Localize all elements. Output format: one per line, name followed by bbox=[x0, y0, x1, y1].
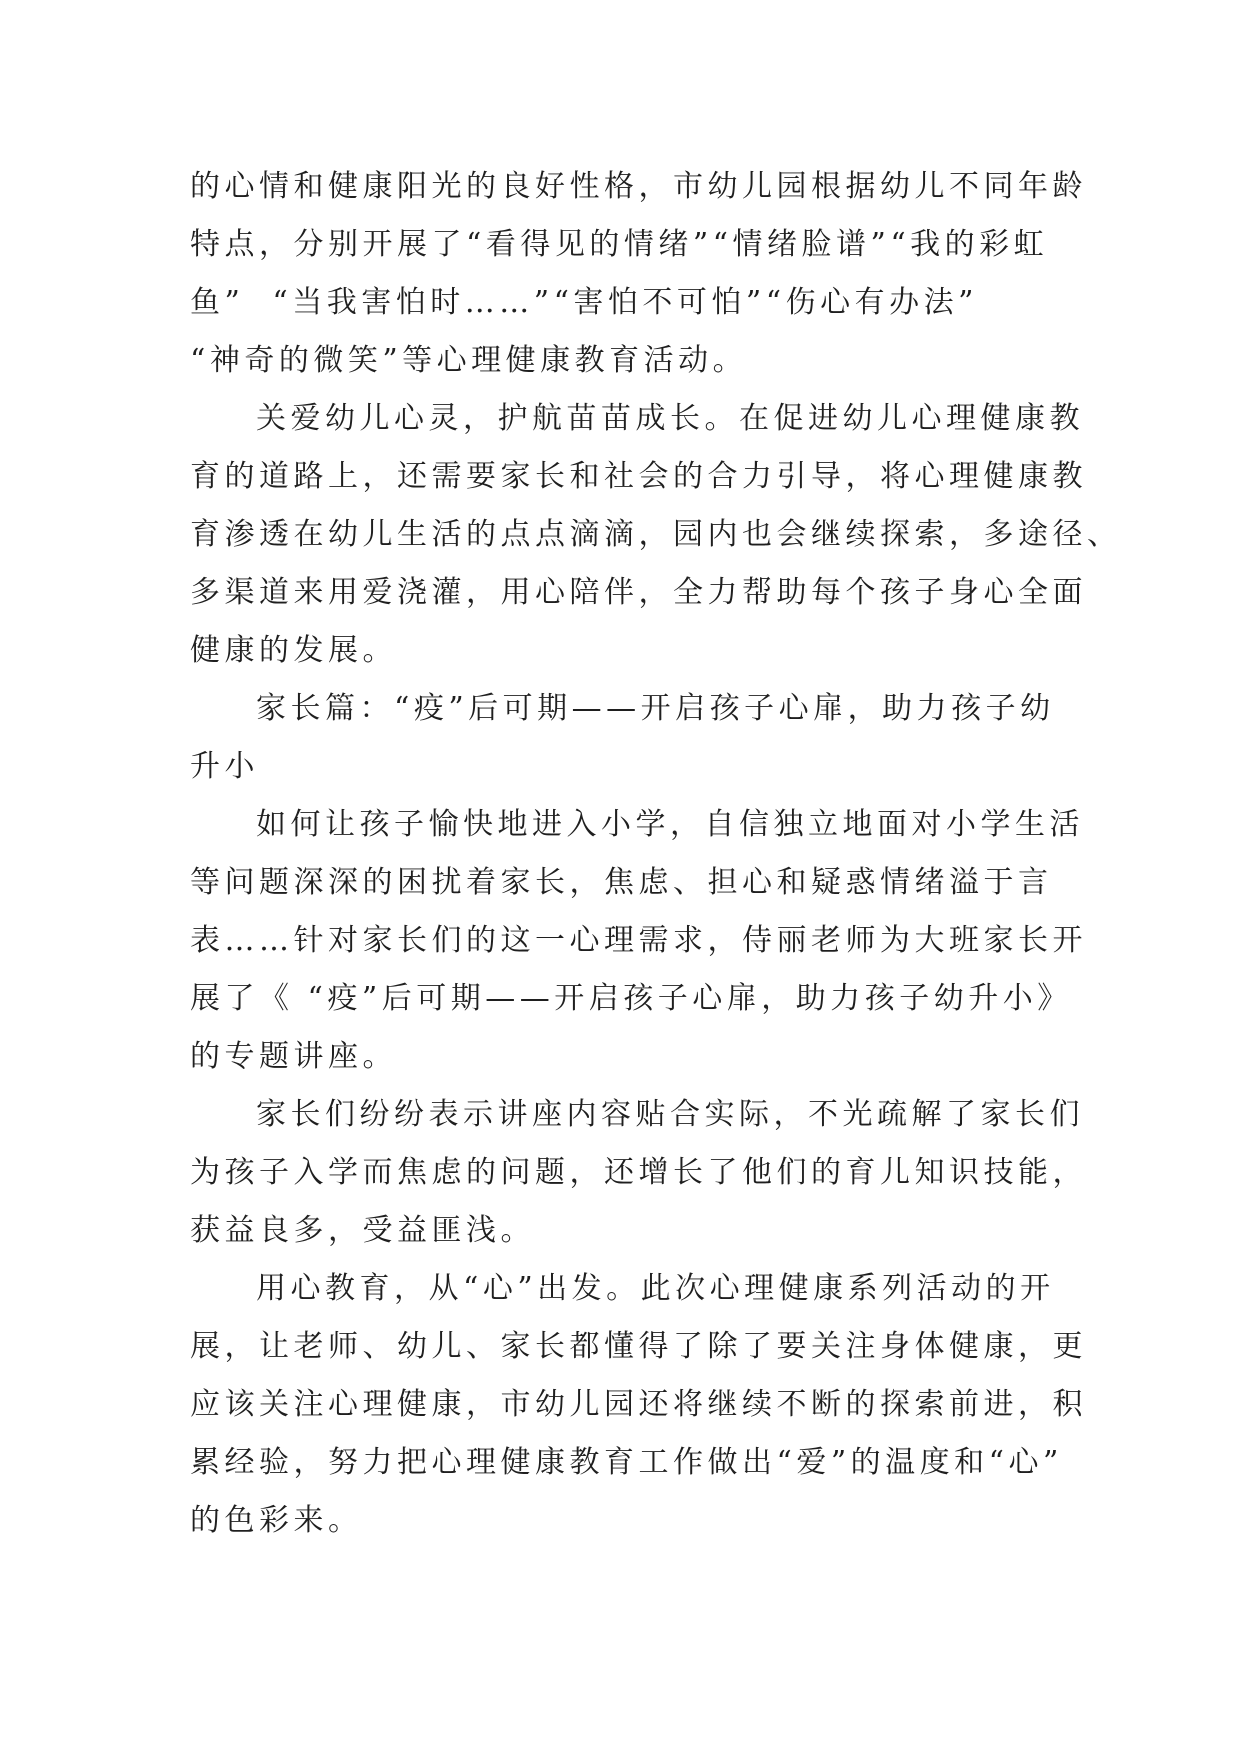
text-line: 获益良多，受益匪浅。 bbox=[190, 1213, 535, 1248]
text-line: 育的道路上，还需要家长和社会的合力引导，将心理健康教 bbox=[190, 459, 1087, 494]
paragraph-first-line: 用心教育，从“心”出发。此次心理健康系列活动的开 bbox=[256, 1271, 1055, 1306]
text-line: 的心情和健康阳光的良好性格，市幼儿园根据幼儿不同年龄 bbox=[190, 169, 1087, 204]
text-line: 育渗透在幼儿生活的点点滴滴，园内也会继续探索，多途径、 bbox=[190, 517, 1122, 552]
text-line: 为孩子入学而焦虑的问题，还增长了他们的育儿知识技能， bbox=[190, 1155, 1087, 1190]
paragraph-first-line: 家长篇：“疫”后可期——开启孩子心扉，助力孩子幼 bbox=[256, 691, 1055, 726]
text-line: 累经验，努力把心理健康教育工作做出“爱”的温度和“心” bbox=[190, 1445, 1063, 1480]
paragraph-first-line: 家长们纷纷表示讲座内容贴合实际，不光疏解了家长们 bbox=[256, 1097, 1084, 1132]
paragraph-first-line: 关爱幼儿心灵，护航苗苗成长。在促进幼儿心理健康教 bbox=[256, 401, 1084, 436]
text-line: “神奇的微笑”等心理健康教育活动。 bbox=[190, 343, 748, 378]
text-line: 鱼” “当我害怕时……”“害怕不可怕”“伤心有办法” bbox=[190, 285, 978, 320]
text-line: 展，让老师、幼儿、家长都懂得了除了要关注身体健康，更 bbox=[190, 1329, 1087, 1364]
text-line: 多渠道来用爱浇灌，用心陪伴，全力帮助每个孩子身心全面 bbox=[190, 575, 1087, 610]
text-line: 特点，分别开展了“看得见的情绪”“情绪脸谱”“我的彩虹 bbox=[190, 227, 1049, 262]
text-line: 健康的发展。 bbox=[190, 633, 397, 668]
text-line: 的专题讲座。 bbox=[190, 1039, 397, 1074]
text-line: 等问题深深的困扰着家长，焦虑、担心和疑惑情绪溢于言 bbox=[190, 865, 1053, 900]
text-line: 展了《 “疫”后可期——开启孩子心扉，助力孩子幼升小》 bbox=[190, 981, 1072, 1016]
paragraph-first-line: 如何让孩子愉快地进入小学，自信独立地面对小学生活 bbox=[256, 807, 1084, 842]
text-line: 表……针对家长们的这一心理需求，侍丽老师为大班家长开 bbox=[190, 923, 1087, 958]
document-body bbox=[190, 158, 1122, 1550]
text-line: 的色彩来。 bbox=[190, 1503, 363, 1538]
text-line: 升小 bbox=[190, 749, 259, 784]
text-line: 应该关注心理健康，市幼儿园还将继续不断的探索前进，积 bbox=[190, 1387, 1087, 1422]
